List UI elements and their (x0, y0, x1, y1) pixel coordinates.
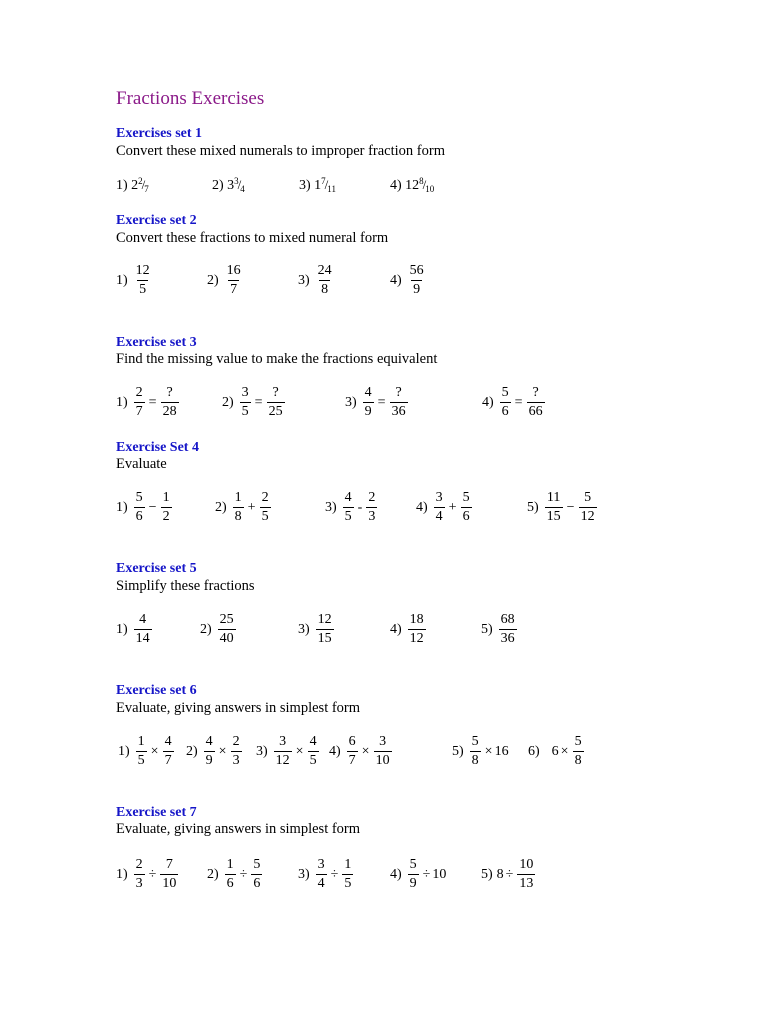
set-3-item-1: 1) $\frac{2}{7}$ = $\frac{?}{28}$ (116, 385, 177, 419)
set-6-heading: Exercise set 6 (116, 683, 197, 698)
set-6-item-2: 2) $\frac{4}{9}$ × $\frac{2}{3}$ (186, 734, 240, 768)
set-4-item-4: 4) $\frac{3}{4}$ + $\frac{5}{6}$ (416, 490, 470, 524)
set-5-item-2: 2) $\frac{25}{40}$ (200, 612, 234, 646)
set-2-item-4: 4) $\frac{56}{9}$ (390, 263, 424, 297)
set-1-item-1: 1) $2^2/_7$ (116, 176, 149, 194)
set-4-instruction: Evaluate (116, 456, 167, 472)
set-3-heading: Exercise set 3 (116, 335, 197, 350)
set-7-item-5: 5) 8 ÷ $\frac{10}{13}$ (481, 857, 534, 891)
set-5-item-1: 1) $\frac{4}{14}$ (116, 612, 150, 646)
page-title: Fractions Exercises (116, 88, 265, 109)
set-4-item-1: 1) $\frac{5}{6}$ − $\frac{1}{2}$ (116, 490, 170, 524)
set-7-item-3: 3) $\frac{3}{4}$ ÷ $\frac{1}{5}$ (298, 857, 352, 891)
set-6-item-4: 4) $\frac{6}{7}$ × $\frac{3}{10}$ (329, 734, 390, 768)
set-3-item-3: 3) $\frac{4}{9}$ = $\frac{?}{36}$ (345, 385, 406, 419)
set-7-item-1: 1) $\frac{2}{3}$ ÷ $\frac{7}{10}$ (116, 857, 177, 891)
set-6-item-5: 5) $\frac{5}{8}$ × 16 (452, 734, 509, 768)
set-2-instruction: Convert these fractions to mixed numeral form (116, 230, 389, 246)
set-1-heading: Exercises set 1 (116, 126, 203, 141)
set-1-instruction: Convert these mixed numerals to improper fraction form (116, 143, 445, 159)
set-3-instruction: Find the missing value to make the fractions equivalent (116, 351, 438, 367)
set-4-item-5: 5) $\frac{11}{15}$ − $\frac{5}{12}$ (527, 490, 595, 524)
set-1-item-3: 3) $1^7/_{11}$ (299, 176, 336, 194)
set-7-heading: Exercise set 7 (116, 805, 197, 820)
set-2-item-2: 2) $\frac{16}{7}$ (207, 263, 241, 297)
set-4-item-2: 2) $\frac{1}{8}$ + $\frac{2}{5}$ (215, 490, 269, 524)
set-7-item-2: 2) $\frac{1}{6}$ ÷ $\frac{5}{6}$ (207, 857, 261, 891)
set-5-item-4: 4) $\frac{18}{12}$ (390, 612, 424, 646)
set-7-instruction: Evaluate, giving answers in simplest form (116, 821, 361, 837)
set-6-item-1: 1) $\frac{1}{5}$ × $\frac{4}{7}$ (118, 734, 172, 768)
set-5-item-5: 5) $\frac{68}{36}$ (481, 612, 515, 646)
set-1-item-2: 2) $3^3/_4$ (212, 176, 245, 194)
set-7-item-4: 4) $\frac{5}{9}$ ÷ 10 (390, 857, 447, 891)
set-5-heading: Exercise set 5 (116, 561, 197, 576)
set-6-item-6: 6) 6 × $\frac{5}{8}$ (528, 734, 582, 768)
set-4-heading: Exercise Set 4 (116, 440, 199, 455)
set-2-item-3: 3) $\frac{24}{8}$ (298, 263, 332, 297)
set-3-item-4: 4) $\frac{5}{6}$ = $\frac{?}{66}$ (482, 385, 543, 419)
set-5-instruction: Simplify these fractions (116, 578, 255, 594)
set-1-item-4: 4) $12^8/_{10}$ (390, 176, 435, 194)
set-3-item-2: 2) $\frac{3}{5}$ = $\frac{?}{25}$ (222, 385, 283, 419)
set-4-item-3: 3) $\frac{4}{5}$ - $\frac{2}{3}$ (325, 490, 376, 524)
set-6-instruction: Evaluate, giving answers in simplest form (116, 700, 361, 716)
set-5-item-3: 3) $\frac{12}{15}$ (298, 612, 332, 646)
set-6-item-3: 3) $\frac{3}{12}$ × $\frac{4}{5}$ (256, 734, 317, 768)
set-2-item-1: 1) $\frac{12}{5}$ (116, 263, 150, 297)
set-2-heading: Exercise set 2 (116, 213, 197, 228)
